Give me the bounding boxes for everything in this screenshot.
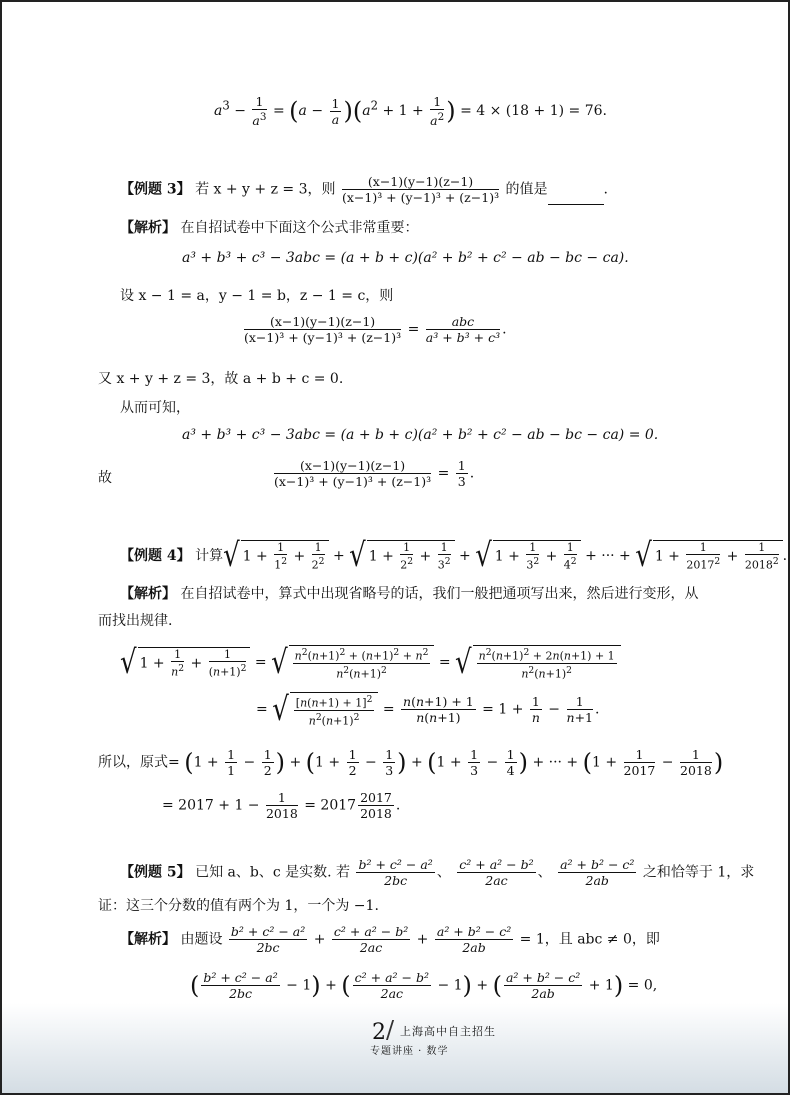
- substitution-text: 设 x − 1 = a，y − 1 = b，z − 1 = c，则: [120, 288, 394, 304]
- answer-blank: [548, 204, 604, 205]
- formula-identity: a³ + b³ + c³ − 3abc = (a + b + c)(a² + b² + c² − ab − bc − ca).: [182, 250, 629, 266]
- example-5-equation: ( $\frac{\text{b² + c² − a²}}{2bc}$ − 1) + ( $\frac{\text{c² + a² − b²}}{2ac}$ − 1) + ( $\frac{\text{a² + b² − c²}}{2ab}$ + 1) = 0,: [190, 970, 658, 1001]
- example-3-analysis: 【解析】 在自招试卷中下面这个公式非常重要：: [120, 220, 419, 236]
- general-term-derivation-2: = √ $\frac{[n(n+1) + 1]^2}{n^2(n+1)^2}$ = $\frac{n(n+1) + 1}{n(n+1)}$ = 1 + $\frac{1}{n}$ − $\frac{1}{n+1}$ .: [256, 690, 600, 729]
- example-3-stem-post: 的值是: [505, 181, 548, 198]
- example-3-stem-pre: 若 x + y + z = 3，则: [195, 181, 336, 198]
- top-equation: $a^3$ − $\frac{1}{a^3}$ = (a − $\frac{1}{a}$ )($a^2 + 1$ + $\frac{1}{a^2}$ ) = 4 × (18 + 1) = 76.: [214, 94, 607, 129]
- example-5-analysis: 【解析】 由题设 $\frac{\text{b² + c² − a²}}{2bc}$ + $\frac{\text{c² + a² − b²}}{2ac}$ + $\frac{\text{a² + b² − c²}}{2ab}$ = 1，且 abc ≠ 0，即: [120, 924, 660, 955]
- so-word: 故: [98, 470, 112, 486]
- series-subtitle: 专题讲座 · 数学: [370, 1046, 449, 1057]
- example-3-stem: 【例题 3】 若 x + y + z = 3，则 $\frac{(x-1)(y-1)(z-1)}{\text{(x−1)³ + (y−1)³ + (z−1)³}}$ 的值是 .: [120, 174, 608, 205]
- sum-zero-text: 又 x + y + z = 3，故 a + b + c = 0.: [98, 371, 344, 387]
- example-4-sum: 所以，原式= (1 + $\frac{1}{1}$ − $\frac{1}{2}$ ) + (1 + $\frac{1}{2}$ − $\frac{1}{3}$ ) + (1 + $\frac{1}{3}$ − $\frac{1}{4}$ ) + ··· + (1 + $\frac{1}{2017}$ − $\frac{1}{2018}$ ): [98, 747, 724, 778]
- example-3-label: 【例题 3】: [120, 181, 191, 198]
- example-3-fraction: $\frac{(x-1)(y-1)(z-1)}{\text{(x−1)³ + (y−1)³ + (z−1)³}}$: [341, 174, 500, 205]
- example-5-stem-l1: 【例题 5】 已知 a、b、c 是实数. 若 $\frac{\text{b² + c² − a²}}{2bc}$ 、 $\frac{\text{c² + a² − b²}}{2ac}$ 、 $\frac{\text{a² + b² − c²}}{2ab}$ 之和恰等于 1，求: [120, 857, 755, 888]
- formula-identity-zero: a³ + b³ + c³ − 3abc = (a + b + c)(a² + b² + c² − ab − bc − ca) = 0.: [182, 427, 659, 443]
- series-title: 上海高中自主招生: [400, 1025, 496, 1038]
- example-4-analysis-l1: 【解析】 在自招试卷中，算式中出现省略号的话，我们一般把通项写出来，然后进行变形，从: [120, 586, 699, 602]
- page-separator: /: [386, 1016, 395, 1044]
- example-5-stem-l2: 证：这三个分数的值有两个为 1，一个为 −1.: [98, 898, 379, 914]
- example-4-analysis-l2: 而找出规律.: [98, 613, 173, 629]
- page-number: 2: [372, 1020, 386, 1045]
- example-4-stem: 【例题 4】 计算√ 1 + $\frac{1}{1^2}$ + $\frac{1}{2^2}$ + √ 1 + $\frac{1}{2^2}$ + $\frac{1}{3^2}$ + √ 1 + $\frac{1}{3^2}$ + $\frac{1}{4^2}$ + ··· + √ 1 + $\frac{1}{2017^2}$ + $\frac{1}{2018^2}$ .: [120, 537, 788, 575]
- example-3-result: $\frac{(x-1)(y-1)(z-1)}{\text{(x−1)³ + (y−1)³ + (z−1)³}}$ = $\frac{1}{3}$ .: [274, 458, 475, 489]
- thus-text: 从而可知，: [120, 400, 190, 416]
- general-term-derivation-1: √ 1 + $\frac{1}{n^2}$ + $\frac{1}{(n+1)^2}$ = √ $\frac{n^2(n+1)^2 + (n+1)^2 + n^2}{n^2(n+1)^2}$ = √ $\frac{n^2(n+1)^2 + 2n(n+1) + 1}{n^2(n+1)^2}$: [120, 645, 621, 680]
- example-4-final: = 2017 + 1 − $\frac{1}{2018}$ = 2017 $\frac{2017}{2018}$ .: [162, 790, 401, 821]
- substitution-equation: $\frac{(x-1)(y-1)(z-1)}{\text{(x−1)³ + (y−1)³ + (z−1)³}}$ = $\frac{\text{abc}}{\text{a³ + b³ + c³}}$ .: [244, 314, 507, 345]
